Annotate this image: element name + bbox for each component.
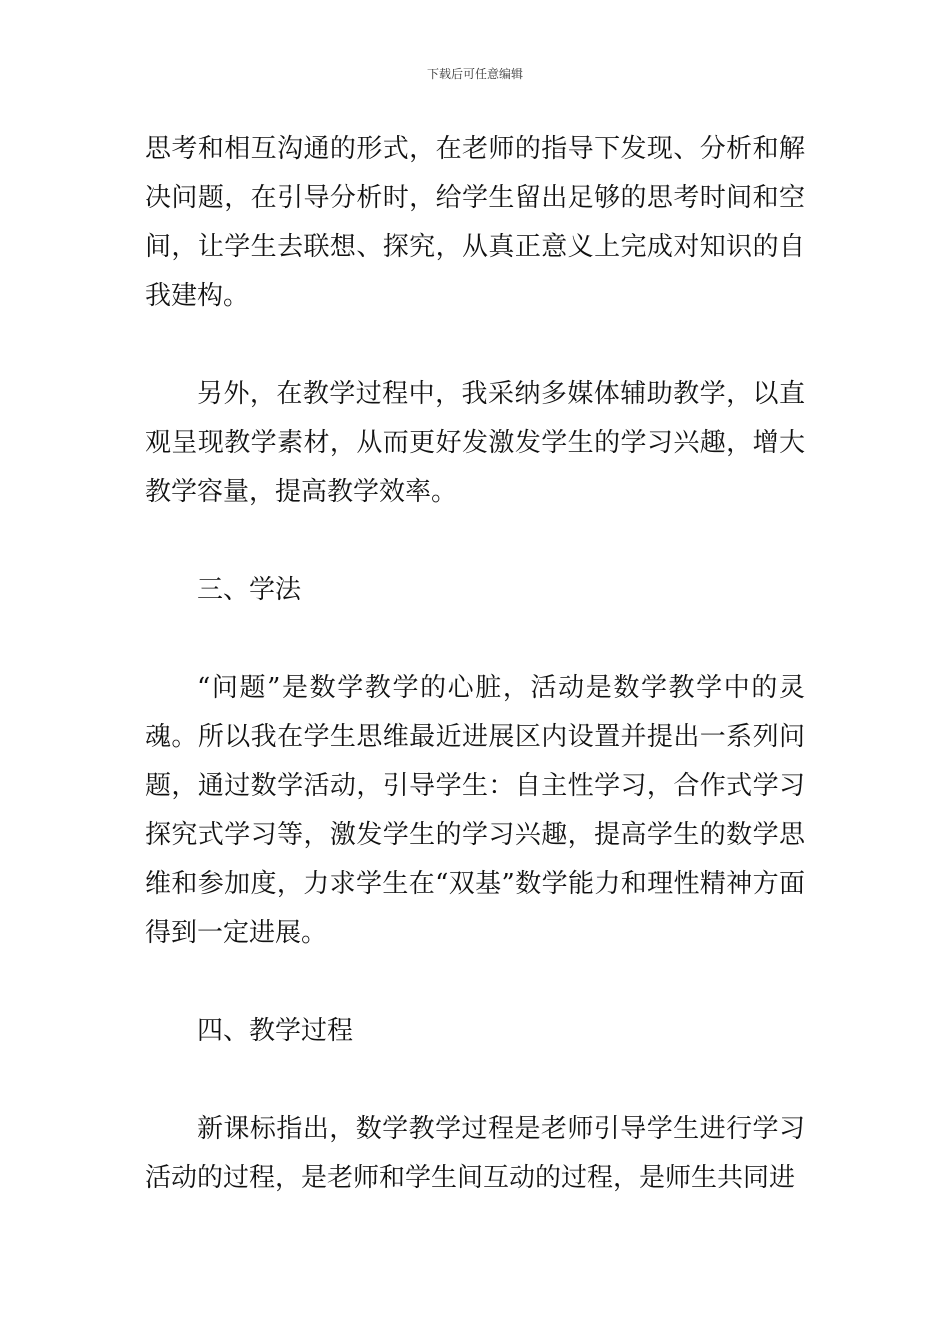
paragraph-problem: “问题”是数学教学的心脏，活动是数学教学中的灵魂。所以我在学生思维最近进展区内设置并提出一系列问题，通过数学活动，引导学生：自主性学习，合作式学习探究式学习等，激发学生的学习兴趣，提高学生的数学思维和参加度，力求学生在“双基”数学能力和理性精神方面得到一定进展。 (145, 673, 805, 948)
paragraph-continuation: 思考和相互沟通的形式，在老师的指导下发现、分析和解决问题，在引导分析时，给学生留出足够的思考时间和空间，让学生去联想、探究，从真正意义上完成对知识的自我建构。 (145, 134, 805, 311)
paragraph-curriculum: 新课标指出，数学教学过程是老师引导学生进行学习活动的过程，是老师和学生间互动的过程，是师生共同进 (145, 1114, 805, 1193)
paragraph-multimedia: 另外，在教学过程中，我采纳多媒体辅助教学，以直观呈现教学素材，从而更好发激发学生的学习兴趣，增大教学容量，提高教学效率。 (145, 379, 805, 507)
section-heading-learning-method: 三、学法 (197, 575, 302, 605)
section-heading-teaching-process: 四、教学过程 (197, 1016, 354, 1046)
document-body (145, 125, 805, 1203)
page-header-note: 下载后可任意编辑 (426, 67, 523, 81)
